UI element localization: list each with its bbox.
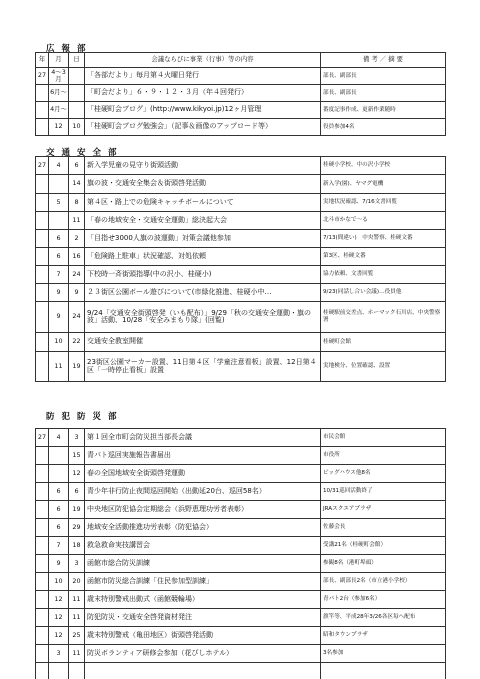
- table-row: [36, 266, 446, 284]
- cell-day: 24: [69, 302, 85, 333]
- cell-event: 歳末特別警戒（亀田地区）街頭啓発活動: [85, 627, 321, 645]
- cell-month: 11: [49, 352, 69, 382]
- cell-day: 11: [69, 645, 85, 663]
- cell-note: 北斗市かなで～る: [321, 212, 446, 230]
- table-row: [36, 447, 446, 465]
- table-row: [36, 102, 446, 119]
- cell-year: 27: [36, 157, 49, 175]
- cell-event: 「目指せ3000人旗の波運動」対策会議他参加: [85, 230, 321, 248]
- cell-event: 新入学児童の見守り街頭活動: [85, 157, 321, 175]
- cell-event: 「各部だより」毎月第４火曜日発行: [85, 68, 321, 85]
- header-note: 備 考 ／ 摘 要: [321, 53, 446, 68]
- cell-day: 9: [69, 284, 85, 302]
- table-row: [36, 519, 446, 537]
- cell-event: 第１回全市町会防災担当部長会議: [85, 429, 321, 447]
- cell-note: 旗竿等、平成28年3/26各区毎へ配布: [321, 609, 446, 627]
- cell-day: [69, 663, 85, 679]
- cell-year: [36, 555, 49, 573]
- cell-note: 桂硬小学校、中の沢小学校: [321, 157, 446, 175]
- table-row: [36, 537, 446, 555]
- cell-year: [36, 609, 49, 627]
- cell-day: 8: [69, 194, 85, 212]
- table-row: [36, 465, 446, 483]
- cell-month: 12: [49, 609, 69, 627]
- cell-month: [49, 663, 69, 679]
- table-row: [36, 230, 446, 248]
- section-title-crime-disaster: 防犯防災部: [46, 412, 124, 422]
- cell-day: 24: [69, 266, 85, 284]
- cell-month: 7: [49, 266, 69, 284]
- table-row: [36, 119, 446, 136]
- table-row: [36, 429, 446, 447]
- cell-note: 7/13(間違い) 中央警察、桂硬文番: [321, 230, 446, 248]
- cell-note: 番度記事作成、更新作業随時: [321, 102, 446, 119]
- cell-event: 防災ボランティア研修会参加（花びしホテル）: [85, 645, 321, 663]
- cell-year: [36, 483, 49, 501]
- cell-day: 22: [69, 333, 85, 352]
- cell-event: 交通安全教室開催: [85, 333, 321, 352]
- header-year: 年: [36, 53, 49, 68]
- table-row: [36, 627, 446, 645]
- cell-event: 23街区公園マーカー設置、11日第４区「学童注意看板」設置、12日第４区「一時停止看板」設置: [85, 352, 321, 382]
- cell-month: 9: [49, 284, 69, 302]
- table-row: [36, 85, 446, 102]
- cell-month: 7: [49, 537, 69, 555]
- cell-note: ビッグハウス他8名: [321, 465, 446, 483]
- cell-month: 12: [49, 627, 69, 645]
- cell-event: 旗の波・交通安全集会＆街頭啓発活動: [85, 175, 321, 194]
- table-row: [36, 68, 446, 85]
- cell-month: 6: [49, 230, 69, 248]
- cell-event: 「春の地域安全・交通安全運動」総決起大会: [85, 212, 321, 230]
- cell-day: 3: [69, 555, 85, 573]
- cell-month: [49, 447, 69, 465]
- cell-day: 20: [69, 573, 85, 591]
- cell-event: ２３街区公園ボール遊びについて(市緑化推進、桂硬小中…: [85, 284, 321, 302]
- cell-month: 6: [49, 483, 69, 501]
- cell-event: 歳末特別警戒出動式（函館競輪場）: [85, 591, 321, 609]
- table-row: [36, 501, 446, 519]
- cell-day: 16: [69, 248, 85, 266]
- header-month: 月: [49, 53, 69, 68]
- cell-note: 新入学(園)、ヤマグ電機: [321, 175, 446, 194]
- cell-month: 6: [49, 519, 69, 537]
- header-event: 会議ならびに事業（行事）等の内容: [85, 53, 321, 68]
- cell-event: 函館市防災総合訓練「住民参加型訓練」: [85, 573, 321, 591]
- cell-day: [69, 68, 85, 85]
- cell-event: 地域安全活動推進功労表彰（防犯協会）: [85, 519, 321, 537]
- cell-year: [36, 573, 49, 591]
- cell-note: 佐藤会長: [321, 519, 446, 537]
- cell-event: 「桂硬町会ブログ勉強会」（記事＆画像のアップロード等）: [85, 119, 321, 136]
- cell-month: 9: [49, 302, 69, 333]
- cell-day: 11: [69, 609, 85, 627]
- cell-month: 4月～: [49, 102, 69, 119]
- cell-month: 6: [49, 248, 69, 266]
- cell-note: 市民会館: [321, 429, 446, 447]
- cell-day: 11: [69, 591, 85, 609]
- table-row: [36, 212, 446, 230]
- cell-year: [36, 645, 49, 663]
- crime-disaster-table: [35, 428, 446, 679]
- cell-day: [69, 102, 85, 119]
- cell-day: [69, 85, 85, 102]
- table-row: [36, 284, 446, 302]
- cell-year: [36, 102, 49, 119]
- table-row: [36, 157, 446, 175]
- cell-year: [36, 284, 49, 302]
- cell-year: [36, 591, 49, 609]
- cell-year: 27: [36, 68, 49, 85]
- table-row: [36, 248, 446, 266]
- cell-event: 中央地区防犯協会定期総会（浜野恵理功労者表彰）: [85, 501, 321, 519]
- section-title-publicity: 広報部: [46, 44, 93, 54]
- cell-day: 6: [69, 483, 85, 501]
- cell-note: [321, 663, 446, 679]
- cell-note: 実地検分、位置確認、設置: [321, 352, 446, 382]
- table-row: [36, 591, 446, 609]
- cell-day: 6: [69, 157, 85, 175]
- cell-day: 10: [69, 119, 85, 136]
- cell-note: 部長、副部長: [321, 68, 446, 85]
- table-row: [36, 609, 446, 627]
- cell-month: 4～3月: [49, 68, 69, 85]
- table-row: [36, 302, 446, 333]
- table-row: [36, 555, 446, 573]
- cell-note: 市役所: [321, 447, 446, 465]
- cell-year: [36, 333, 49, 352]
- cell-note: 役員参加4名: [321, 119, 446, 136]
- cell-note: 第3区、桂硬文番: [321, 248, 446, 266]
- cell-year: [36, 212, 49, 230]
- cell-year: [36, 230, 49, 248]
- cell-year: [36, 175, 49, 194]
- cell-year: [36, 627, 49, 645]
- cell-year: [36, 352, 49, 382]
- cell-event: 9/24「交通安全街頭啓発（いも配布）」9/29「秋の交通安全運動・旗の波」活動、10/28「安全みまもり隊」(回覧): [85, 302, 321, 333]
- cell-note: 青パト2台（参加6名）: [321, 591, 446, 609]
- table-row: [36, 194, 446, 212]
- cell-year: [36, 248, 49, 266]
- cell-note: 桂硬駅前交差点、ホーマック石川店、中央警察署: [321, 302, 446, 333]
- cell-year: [36, 519, 49, 537]
- cell-note: 10/31巡回活動終了: [321, 483, 446, 501]
- cell-month: 10: [49, 333, 69, 352]
- cell-year: 27: [36, 429, 49, 447]
- table-row: [36, 175, 446, 194]
- cell-day: 15: [69, 447, 85, 465]
- cell-day: 19: [69, 501, 85, 519]
- cell-note: 桂硬町会館: [321, 333, 446, 352]
- cell-year: [36, 302, 49, 333]
- cell-event: 青少年非行防止夜間巡回開始（出動延20台、巡回58名）: [85, 483, 321, 501]
- cell-event: [85, 663, 321, 679]
- cell-note: 昭和タウンプラザ: [321, 627, 446, 645]
- table-row: [36, 663, 446, 679]
- cell-year: [36, 266, 49, 284]
- cell-note: 協力依頼、文書回覧: [321, 266, 446, 284]
- cell-month: 5: [49, 194, 69, 212]
- cell-month: 12: [49, 119, 69, 136]
- table-row: [36, 645, 446, 663]
- cell-event: 救急救命実技講習会: [85, 537, 321, 555]
- cell-event: 第４区・路上での危険キャッチボールについて: [85, 194, 321, 212]
- cell-month: 10: [49, 573, 69, 591]
- cell-event: 青パト巡回実施報告書届出: [85, 447, 321, 465]
- cell-month: 6: [49, 501, 69, 519]
- cell-note: 参観8名（港町埠頭）: [321, 555, 446, 573]
- cell-note: 部長、副部長2名（市立港小学校）: [321, 573, 446, 591]
- cell-month: 6月～: [49, 85, 69, 102]
- cell-month: 12: [49, 591, 69, 609]
- section-title-traffic-safety: 交通安全部: [46, 148, 124, 158]
- cell-year: [36, 465, 49, 483]
- cell-year: [36, 537, 49, 555]
- header-day: 日: [69, 53, 85, 68]
- cell-event: 函館市総合防災訓練: [85, 555, 321, 573]
- publicity-table: [35, 52, 446, 136]
- cell-day: 19: [69, 352, 85, 382]
- cell-year: [36, 501, 49, 519]
- cell-year: [36, 85, 49, 102]
- table-row: [36, 573, 446, 591]
- cell-day: 2: [69, 230, 85, 248]
- table-row: [36, 333, 446, 352]
- cell-note: 実地状況確認、7/16文書回覧: [321, 194, 446, 212]
- cell-event: 春の全国地域安全街頭啓発運動: [85, 465, 321, 483]
- table-row: [36, 352, 446, 382]
- traffic-safety-table: [35, 156, 446, 382]
- cell-note: JRAスクエアプラザ: [321, 501, 446, 519]
- cell-month: [49, 465, 69, 483]
- cell-event: 下校時一斉街頭指導(中の沢小、桂硬小): [85, 266, 321, 284]
- cell-day: 18: [69, 537, 85, 555]
- cell-day: 3: [69, 429, 85, 447]
- cell-year: [36, 663, 49, 679]
- cell-year: [36, 194, 49, 212]
- cell-month: [49, 175, 69, 194]
- cell-note: 受講21名（桂硬町会館）: [321, 537, 446, 555]
- cell-month: 9: [49, 555, 69, 573]
- cell-day: 14: [69, 175, 85, 194]
- cell-month: 3: [49, 645, 69, 663]
- cell-day: 25: [69, 627, 85, 645]
- cell-note: 部長、副部長: [321, 85, 446, 102]
- cell-day: 11: [69, 212, 85, 230]
- cell-event: 防犯防災・交通安全啓発資材発注: [85, 609, 321, 627]
- cell-note: 3名参加: [321, 645, 446, 663]
- cell-month: 4: [49, 157, 69, 175]
- cell-month: 4: [49, 429, 69, 447]
- cell-day: 29: [69, 519, 85, 537]
- table-header: [36, 53, 446, 68]
- table-row: [36, 483, 446, 501]
- cell-year: [36, 447, 49, 465]
- cell-event: 「危険路上駐車」状況確認、対処依頼: [85, 248, 321, 266]
- cell-month: [49, 212, 69, 230]
- cell-event: 「桂硬町会ブログ」(http://www.kikyoi.jp)12ヶ月管理: [85, 102, 321, 119]
- cell-event: 「町会だより」６・９・１２・３月（年４回発行）: [85, 85, 321, 102]
- cell-note: 9/23(同話し合い会議)…役員他: [321, 284, 446, 302]
- cell-year: [36, 119, 49, 136]
- cell-day: 12: [69, 465, 85, 483]
